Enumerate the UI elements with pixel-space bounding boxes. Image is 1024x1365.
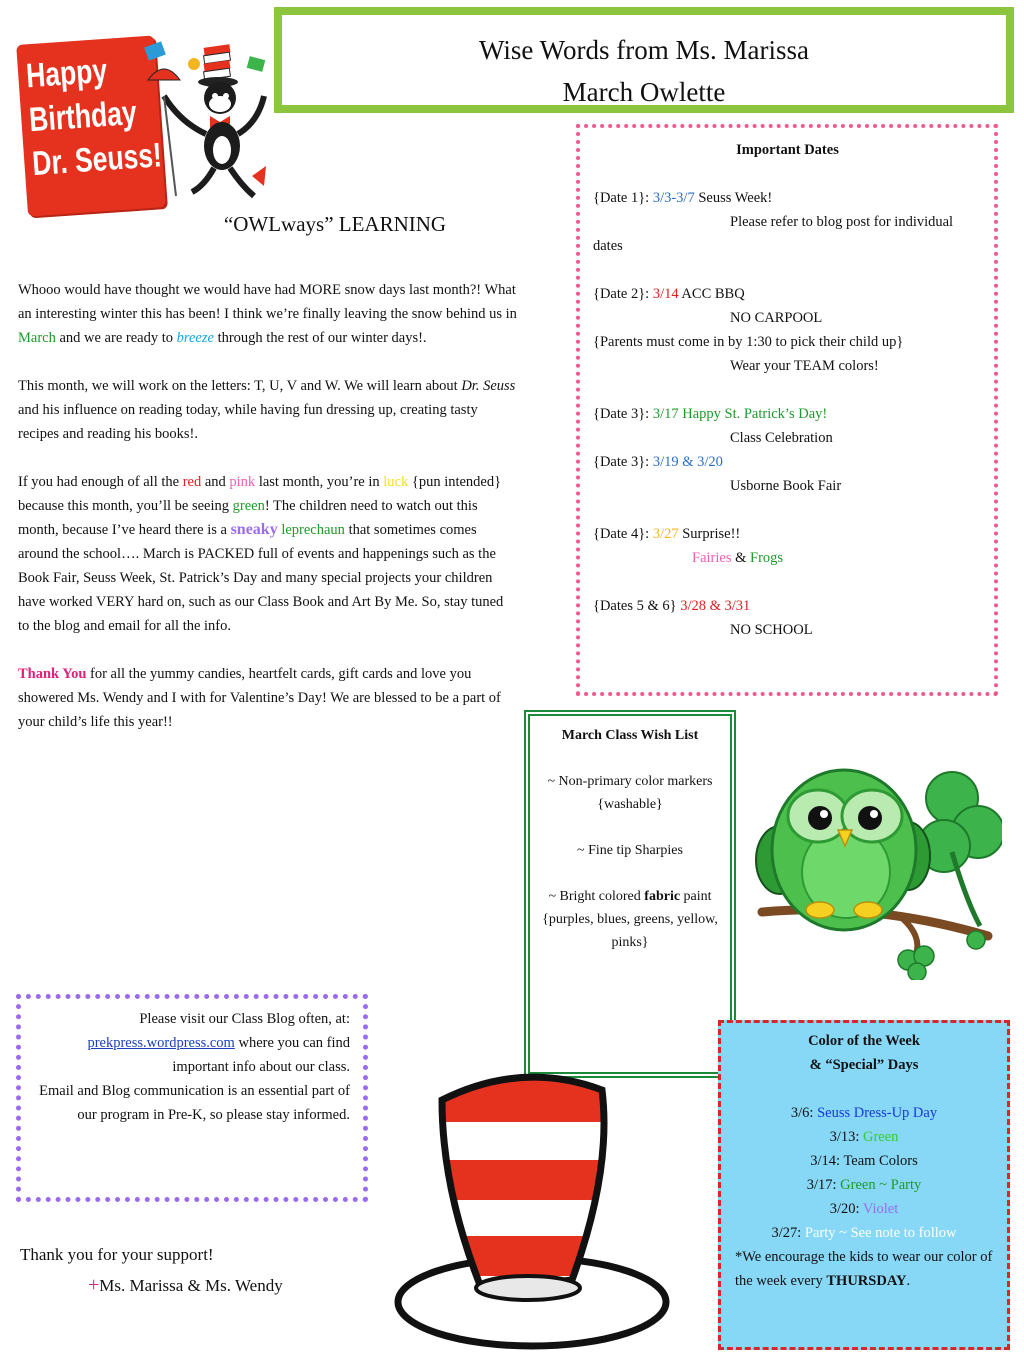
date-entry	[593, 282, 982, 306]
closing-signature	[20, 1270, 283, 1301]
text-run: 3/13:	[829, 1129, 863, 1145]
text-run: Whooo would have thought we would have had MORE snow days last month?! What an interesting winter this has been! I think we’re finally leaving the snow behind us in	[18, 282, 517, 322]
date-note: Class Celebration	[730, 430, 833, 446]
text-run: 3/27:	[771, 1225, 805, 1241]
text-run: {Date 3}:	[593, 454, 653, 470]
text-run: for all the yummy candies, heartfelt cards, gift cards and love you showered Ms. Wendy and I with for Valentine’s Day! We are blessed to be a part of your child’s life this year!!	[18, 666, 501, 730]
important-dates-box	[576, 124, 998, 696]
text-run: ! The children need to watch out this month, because I’ve heard there is a	[18, 498, 478, 538]
sign-line: Birthday	[27, 93, 138, 140]
article-paragraph	[18, 278, 518, 350]
date-entry	[593, 402, 982, 426]
color-row	[731, 1221, 997, 1245]
date-note: Usborne Book Fair	[730, 478, 842, 494]
text-run: and we are ready to	[55, 330, 177, 346]
color-week-note	[731, 1245, 997, 1293]
text-run: sneaky	[230, 521, 278, 538]
date-entry	[593, 186, 982, 210]
text-run: red	[182, 474, 202, 490]
plus-icon: +	[88, 1274, 100, 1296]
text-run: {Date 3}:	[593, 406, 653, 422]
text-run: 3/20:	[829, 1201, 863, 1217]
learning-article	[18, 278, 518, 758]
text-run: paint {purples, blues, greens, yellow, pinks}	[542, 889, 718, 950]
text-run: Frogs	[750, 550, 784, 566]
blog-line: Please visit our Class Blog often, at:	[139, 1011, 350, 1027]
text-run: &	[731, 550, 750, 566]
text-run: where you can find important info about our class.	[172, 1035, 350, 1075]
date-note: Wear your TEAM colors!	[730, 358, 879, 374]
text-run: Thank You	[18, 666, 87, 682]
date-note: Please refer to blog post for individual dates	[593, 214, 954, 254]
date-note: NO CARPOOL	[730, 310, 823, 326]
text-run: Green ~ Party	[840, 1177, 922, 1193]
striped-hat-icon	[372, 1060, 682, 1360]
text-run: luck	[383, 474, 409, 490]
newsletter-title: Wise Words from Ms. Marissa	[479, 35, 809, 65]
text-run: {Dates 5 & 6}	[593, 598, 681, 614]
newsletter-subtitle: March Owlette	[562, 77, 726, 107]
text-run: {Date 4}:	[593, 526, 653, 542]
text-run: THURSDAY	[826, 1273, 907, 1289]
color-of-week-title: Color of the Week	[808, 1033, 920, 1049]
blog-line	[34, 1031, 350, 1079]
text-run: 3/17 Happy St. Patrick’s Day!	[652, 406, 828, 422]
learning-title: “OWLways” LEARNING	[223, 212, 447, 236]
text-run: and	[201, 474, 230, 490]
text-run: ACC BBQ	[678, 286, 745, 302]
text-run: 3/14	[652, 286, 679, 302]
text-run: 3/19 & 3/20	[652, 454, 723, 470]
wish-list-title: March Class Wish List	[561, 728, 699, 743]
text-run: If you had enough of all the	[18, 474, 183, 490]
text-run: March	[18, 330, 56, 346]
article-paragraph	[18, 470, 518, 638]
newsletter-header	[274, 7, 1014, 113]
special-days-title: & “Special” Days	[809, 1057, 919, 1073]
text-run: Seuss Week!	[694, 190, 773, 206]
article-paragraph	[18, 662, 518, 734]
text-run: {pun intended} because this month, you’ll be seeing	[18, 474, 502, 514]
text-run: green	[232, 498, 265, 514]
date-entry	[593, 522, 982, 546]
wish-list-item	[536, 885, 724, 954]
text-run: Violet	[862, 1201, 899, 1217]
text-run: Dr. Seuss	[461, 378, 516, 394]
sign-line: Dr. Seuss!	[30, 136, 164, 184]
blog-line: Email and Blog communication is an essential part of our program in Pre-K, so please stay informed.	[39, 1083, 350, 1123]
text-run: Party ~ See note to follow	[804, 1225, 957, 1241]
class-blog-box	[16, 994, 368, 1202]
color-row	[731, 1173, 997, 1197]
text-run: breeze	[176, 330, 214, 346]
blog-link[interactable]: prekpress.wordpress.com	[87, 1035, 235, 1051]
text-run: *We encourage the kids to wear our color of the week every	[735, 1249, 993, 1289]
wish-list-item: ~ Non-primary color markers {washable}	[547, 774, 713, 812]
text-run: {Date 2}:	[593, 286, 653, 302]
text-run: Seuss Dress-Up Day	[817, 1105, 938, 1121]
article-paragraph	[18, 374, 518, 446]
color-of-week-box	[718, 1020, 1010, 1350]
text-run: and his influence on reading today, while having fun dressing up, creating tasty recipes and reading his books!.	[18, 402, 478, 442]
cat-in-the-hat-icon	[140, 36, 276, 206]
text-run: Team Colors	[843, 1153, 918, 1169]
text-run: Ms. Marissa & Ms. Wendy	[99, 1276, 283, 1295]
date-note: {Parents must come in by 1:30 to pick their child up}	[593, 334, 904, 350]
text-run: fabric	[644, 889, 681, 904]
text-run: Green	[863, 1129, 899, 1145]
date-entry	[593, 594, 982, 618]
text-run: This month, we will work on the letters: T, U, V and W. We will learn about	[18, 378, 462, 394]
closing-thanks: Thank you for your support!	[20, 1245, 214, 1264]
color-row	[731, 1125, 997, 1149]
text-run: 3/27	[652, 526, 679, 542]
text-run: ~ Bright colored	[548, 889, 645, 904]
text-run: 3/3-3/7	[652, 190, 695, 206]
important-dates-title: Important Dates	[736, 142, 839, 158]
wish-list-item: ~ Fine tip Sharpies	[577, 843, 683, 858]
text-run: 3/28 & 3/31	[680, 598, 751, 614]
closing	[20, 1240, 283, 1301]
wish-list-box	[524, 710, 736, 1078]
text-run: Fairies	[692, 550, 732, 566]
date-note: NO SCHOOL	[730, 622, 813, 638]
text-run: 3/6:	[790, 1105, 818, 1121]
text-run: pink	[229, 474, 256, 490]
text-run: through the rest of our winter days!.	[213, 330, 427, 346]
date-entry	[593, 450, 982, 474]
text-run: that sometimes comes around the school…. March is PACKED full of events and happenings such as the Book Fair, Seuss Week, St. Patrick’s Day and many special projects your children have worked VERY hard on, such as our Class Book and Art By Me. So, stay tuned to the blog and email for all the info.	[18, 522, 504, 634]
text-run: last month, you’re in	[255, 474, 384, 490]
sign-line: Happy	[24, 51, 109, 96]
color-row	[731, 1197, 997, 1221]
text-run: .	[906, 1273, 911, 1289]
text-run: 3/14:	[810, 1153, 844, 1169]
text-run: 3/17:	[806, 1177, 841, 1193]
text-run: {Date 1}:	[593, 190, 653, 206]
text-run: Surprise!!	[678, 526, 741, 542]
date-note	[593, 546, 982, 570]
color-row	[731, 1149, 997, 1173]
shamrock-owl-icon	[752, 740, 1002, 980]
text-run: leprechaun	[277, 522, 345, 538]
color-row	[731, 1101, 997, 1125]
